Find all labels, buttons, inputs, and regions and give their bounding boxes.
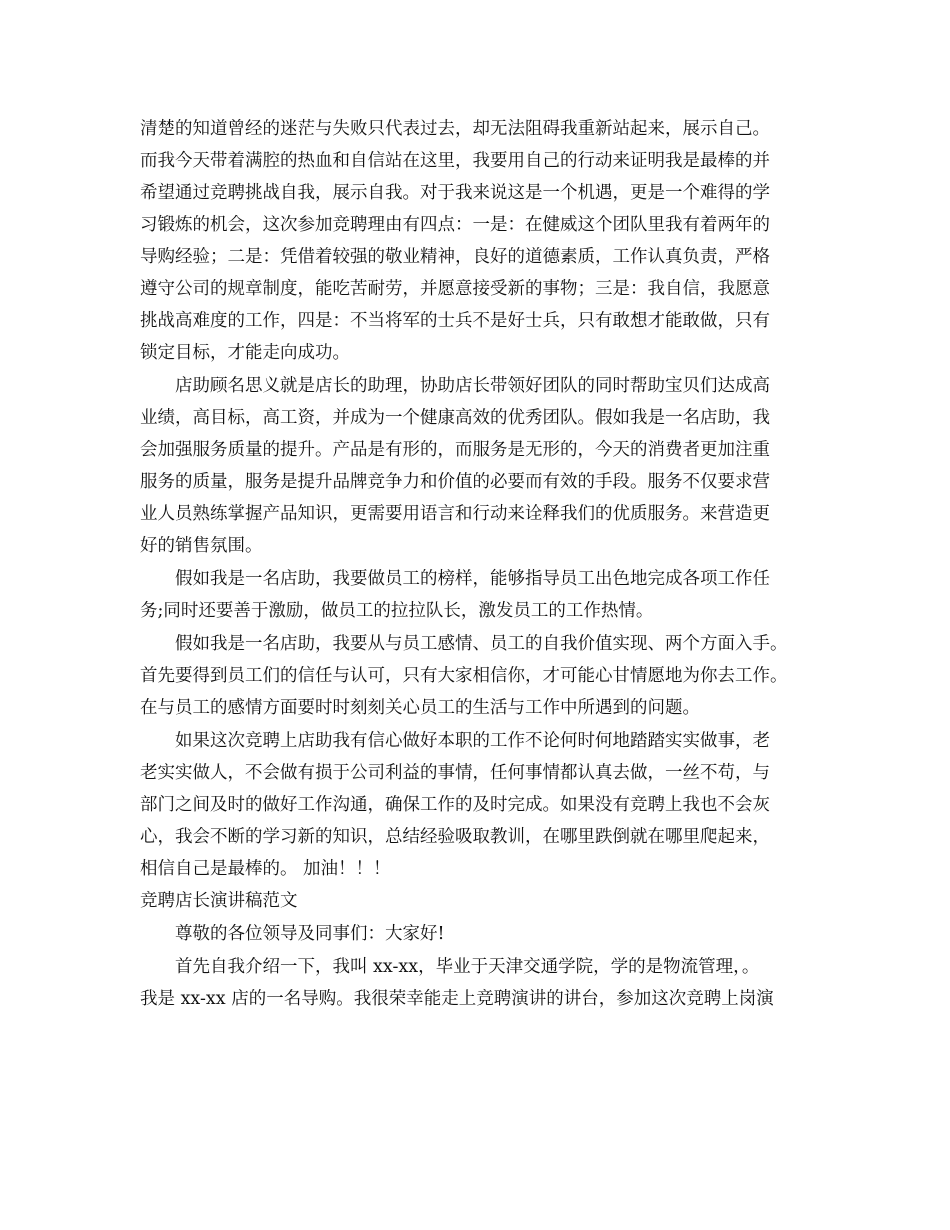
text-line: 首先要得到员工们的信任与认可，只有大家相信你，才可能心甘情愿地为你去工作。 <box>140 666 788 686</box>
text-line: 遵守公司的规章制度，能吃苦耐劳，并愿意接受新的事物；三是：我自信，我愿意 <box>140 279 770 299</box>
paragraph-first-line: 首先自我介绍一下，我叫 xx-xx，毕业于天津交通学院，学的是物流管理，。 <box>175 957 760 977</box>
text-line: 部门之间及时的做好工作沟通，确保工作的及时完成。如果没有竞聘上我也不会灰 <box>140 795 770 815</box>
paragraph-first-line: 如果这次竞聘上店助我有信心做好本职的工作不论何时何地踏踏实实做事，老 <box>175 731 770 751</box>
paragraph-first-line: 店助顾名思义就是店长的助理，协助店长带领好团队的同时帮助宝贝们达成高 <box>175 376 770 396</box>
text-line: 务;同时还要善于激励，做员工的拉拉队长，激发员工的工作热情。 <box>140 601 654 621</box>
text-line: 业人员熟练掌握产品知识，更需要用语言和行动来诠释我们的优质服务。来营造更 <box>140 504 770 524</box>
text-line: 服务的质量，服务是提升品牌竞争力和价值的必要而有效的手段。服务不仅要求营 <box>140 472 770 492</box>
paragraph-first-line: 假如我是一名店助，我要从与员工感情、员工的自我价值实现、两个方面入手。 <box>175 634 788 654</box>
text-line: 习锻炼的机会，这次参加竞聘理由有四点：一是：在健威这个团队里我有着两年的 <box>140 215 770 235</box>
text-line: 我是 xx-xx 店的一名导购。我很荣幸能走上竞聘演讲的讲台，参加这次竞聘上岗演 <box>140 989 774 1009</box>
text-line: 锁定目标，才能走向成功。 <box>140 343 350 363</box>
text-line: 清楚的知道曾经的迷茫与失败只代表过去，却无法阻碍我重新站起来，展示自己。 <box>140 119 770 139</box>
salutation: 尊敬的各位领导及同事们：大家好! <box>175 924 445 944</box>
text-line: 希望通过竞聘挑战自我，展示自我。对于我来说这是一个机遇，更是一个难得的学 <box>140 183 770 203</box>
text-line: 心，我会不断的学习新的知识，总结经验吸取教训，在哪里跌倒就在哪里爬起来， <box>140 827 770 847</box>
section-title: 竞聘店长演讲稿范文 <box>140 891 298 911</box>
text-line: 会加强服务质量的提升。产品是有形的，而服务是无形的，今天的消费者更加注重 <box>140 440 770 460</box>
text-line: 相信自己是最棒的。 加油！！！ <box>140 859 391 879</box>
text-line: 在与员工的感情方面要时时刻刻关心员工的生活与工作中所遇到的问题。 <box>140 698 700 718</box>
paragraph-first-line: 假如我是一名店助，我要做员工的榜样，能够指导员工出色地完成各项工作任 <box>175 569 770 589</box>
text-line: 而我今天带着满腔的热血和自信站在这里，我要用自己的行动来证明我是最棒的并 <box>140 151 770 171</box>
text-line: 好的销售氛围。 <box>140 536 263 556</box>
text-line: 老实实做人，不会做有损于公司利益的事情，任何事情都认真去做，一丝不苟，与 <box>140 763 770 783</box>
text-line: 挑战高难度的工作，四是：不当将军的士兵不是好士兵，只有敢想才能敢做，只有 <box>140 311 770 331</box>
text-line: 导购经验；二是：凭借着较强的敬业精神，良好的道德素质，工作认真负责，严格 <box>140 247 770 267</box>
text-line: 业绩，高目标，高工资，并成为一个健康高效的优秀团队。假如我是一名店助，我 <box>140 408 770 428</box>
